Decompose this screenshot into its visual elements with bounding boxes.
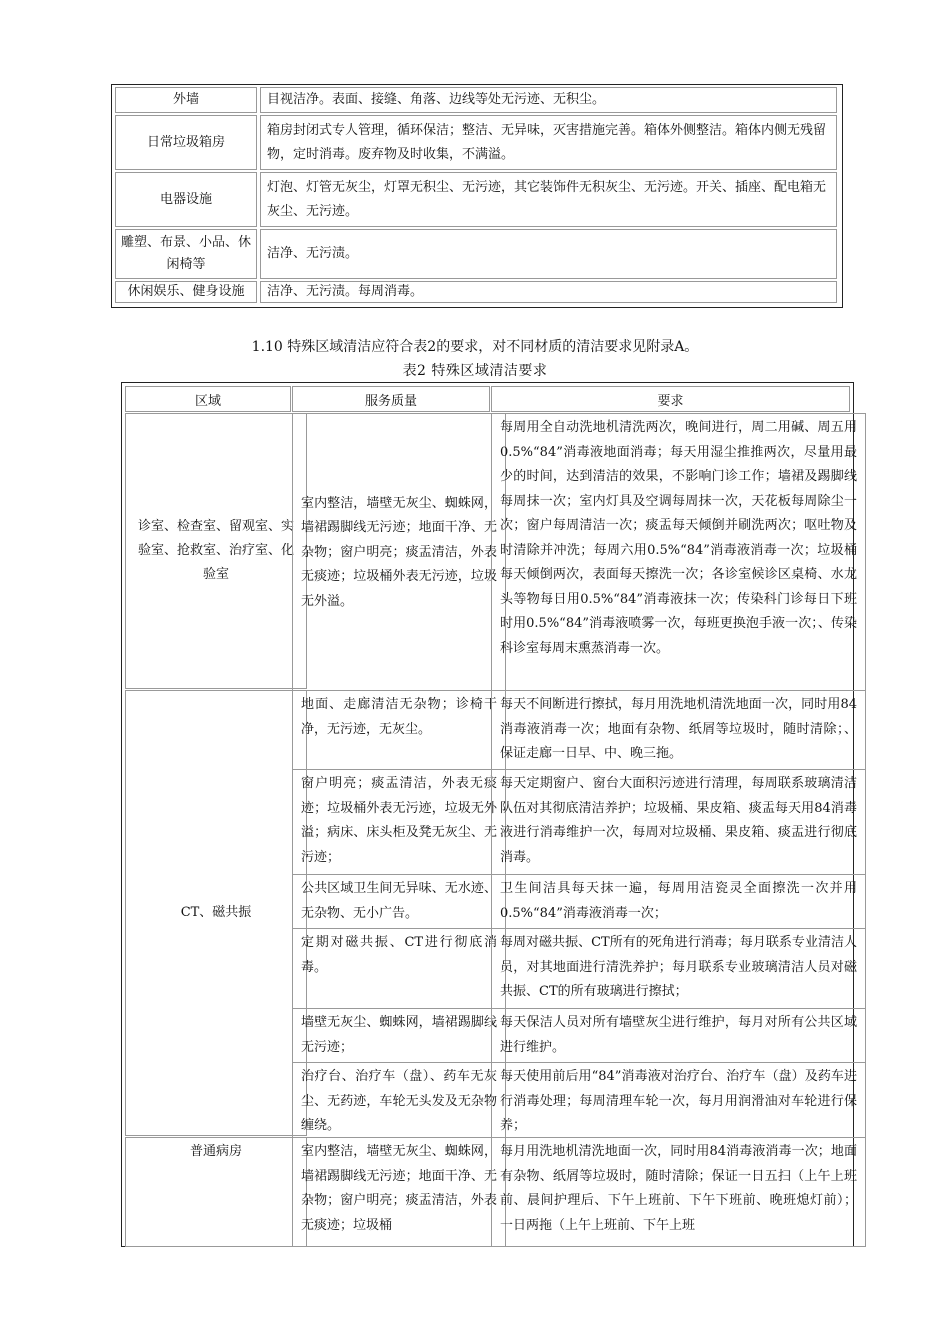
table-row xyxy=(115,87,837,113)
section-paragraph: 1.10 特殊区域清洁应符合表2的要求，对不同材质的清洁要求见附录A。 xyxy=(251,339,699,355)
region-cell-ct-mri: CT、磁共振 xyxy=(125,690,307,1136)
requirement-cell: 灯泡、灯管无灰尘，灯罩无积尘、无污迹，其它装饰件无积灰尘、无污迹。开关、插座、配电箱无灰尘、无污迹。 xyxy=(260,172,837,227)
requirement-cell: 洁净、无污渍。 xyxy=(260,229,837,279)
requirement-cell: 每月用洗地机清洗地面一次，同时用84消毒液消毒一次；地面有杂物、纸屑等垃圾时，随时清除；保证一日五扫（上午上班前、晨间护理后、下午上班前、下午下班前、晚班熄灯前）；一日两拖（上午上班前、下午上班 xyxy=(491,1137,866,1247)
requirement-cell: 卫生间洁具每天抹一遍，每周用洁瓷灵全面擦洗一次并用0.5%“84”消毒液消毒一次； xyxy=(491,874,866,929)
table-row xyxy=(115,172,837,227)
quality-cell: 地面、走廊清洁无杂物；诊椅干净，无污迹，无灰尘。 xyxy=(292,690,506,770)
requirement-cell: 每天定期窗户、窗台大面积污迹进行清理，每周联系玻璃清洁队伍对其彻底清洁养护；垃圾桶、果皮箱、痰盂每天用84消毒液进行消毒维护一次，每周对垃圾桶、果皮箱、痰盂进行彻底消毒。 xyxy=(491,769,866,875)
region-cell-clinics: 诊室、检查室、留观室、实验室、抢救室、治疗室、化验室 xyxy=(125,413,307,689)
requirement-cell: 目视洁净。表面、接缝、角落、边线等处无污迹、无积尘。 xyxy=(260,87,837,113)
special-area-cleaning-table xyxy=(121,382,857,1247)
requirement-cell: 每周对磁共振、CT所有的死角进行消毒；每月联系专业清洁人员，对其地面进行清洗养护；每月联系专业玻璃清洁人员对磁共振、CT的所有玻璃进行擦拭； xyxy=(491,928,866,1009)
requirement-cell: 每天使用前后用“84”消毒液对治疗台、治疗车（盘）及药车进行消毒处理；每周清理车轮一次，每月用润滑油对车轮进行保养； xyxy=(491,1062,866,1138)
item-cell: 休闲娱乐、健身设施 xyxy=(115,281,257,303)
item-cell: 外墙 xyxy=(115,87,257,113)
item-cell: 日常垃圾箱房 xyxy=(115,115,257,170)
table-caption: 表2 特殊区域清洁要求 xyxy=(402,363,548,379)
quality-cell: 墙壁无灰尘、蜘蛛网，墙裙踢脚线无污迹； xyxy=(292,1008,506,1063)
header-requirement: 要求 xyxy=(491,386,850,412)
quality-cell: 治疗台、治疗车（盘）、药车无灰尘、无药迹，车轮无头发及无杂物缠绕。 xyxy=(292,1062,506,1138)
requirement-cell: 箱房封闭式专人管理，循环保洁；整洁、无异味，灭害措施完善。箱体外侧整洁。箱体内侧无残留物，定时消毒。废弃物及时收集，不满溢。 xyxy=(260,115,837,170)
facility-cleaning-table xyxy=(111,84,843,308)
quality-cell: 窗户明亮；痰盂清洁，外表无痰迹；垃圾桶外表无污迹，垃圾无外溢；病床、床头柜及凳无灰尘、无污迹； xyxy=(292,769,506,875)
quality-cell: 室内整洁，墙壁无灰尘、蜘蛛网，墙裙踢脚线无污迹；地面干净、无杂物；窗户明亮；痰盂清洁，外表无痰迹；垃圾桶 xyxy=(292,1137,506,1247)
region-cell-general-ward: 普通病房 xyxy=(125,1137,307,1247)
table-row xyxy=(115,281,837,303)
quality-cell: 室内整洁，墙壁无灰尘、蜘蛛网，墙裙踢脚线无污迹；地面干净、无杂物；窗户明亮；痰盂清洁，外表无痰迹；垃圾桶外表无污迹，垃圾无外溢。 xyxy=(292,413,506,691)
header-region: 区域 xyxy=(125,386,291,412)
item-cell: 电器设施 xyxy=(115,172,257,227)
table-row xyxy=(115,115,837,170)
requirement-cell: 每天不间断进行擦拭，每月用洗地机清洗地面一次，同时用84消毒液消毒一次；地面有杂物、纸屑等垃圾时，随时清除；、保证走廊一日早、中、晚三拖。 xyxy=(491,690,866,770)
requirement-cell: 每天保洁人员对所有墙壁灰尘进行维护，每月对所有公共区域进行维护。 xyxy=(491,1008,866,1063)
header-quality: 服务质量 xyxy=(292,386,490,412)
quality-cell: 公共区域卫生间无异味、无水迹、无杂物、无小广告。 xyxy=(292,874,506,929)
requirement-cell: 每周用全自动洗地机清洗两次，晚间进行，周二用碱、周五用0.5%“84”消毒液地面消毒；每天用湿尘推推两次，尽量用最少的时间，达到清洁的效果，不影响门诊工作；墙裙及踢脚线每周抹一次；室内灯具及空调每周抹一次，天花板每周除尘一次；窗户每周清洁一次；痰盂每天倾倒并刷洗两次；呕吐物及时清除并冲洗；每周六用0.5%“84”消毒液消毒一次；垃圾桶每天倾倒两次，表面每天擦洗一次；各诊室候诊区桌椅、水龙头等物每日用0.5%“84”消毒液抹一次；传染科门诊每日下班时用0.5%“84”消毒液喷雾一次，每班更换泡手液一次；、传染科诊室每周末熏蒸消毒一次。 xyxy=(491,413,866,691)
quality-cell: 定期对磁共振、CT进行彻底消毒。 xyxy=(292,928,506,1009)
table-row xyxy=(115,229,837,279)
requirement-cell: 洁净、无污渍。每周消毒。 xyxy=(260,281,837,303)
item-cell: 雕塑、布景、小品、休闲椅等 xyxy=(115,229,257,279)
